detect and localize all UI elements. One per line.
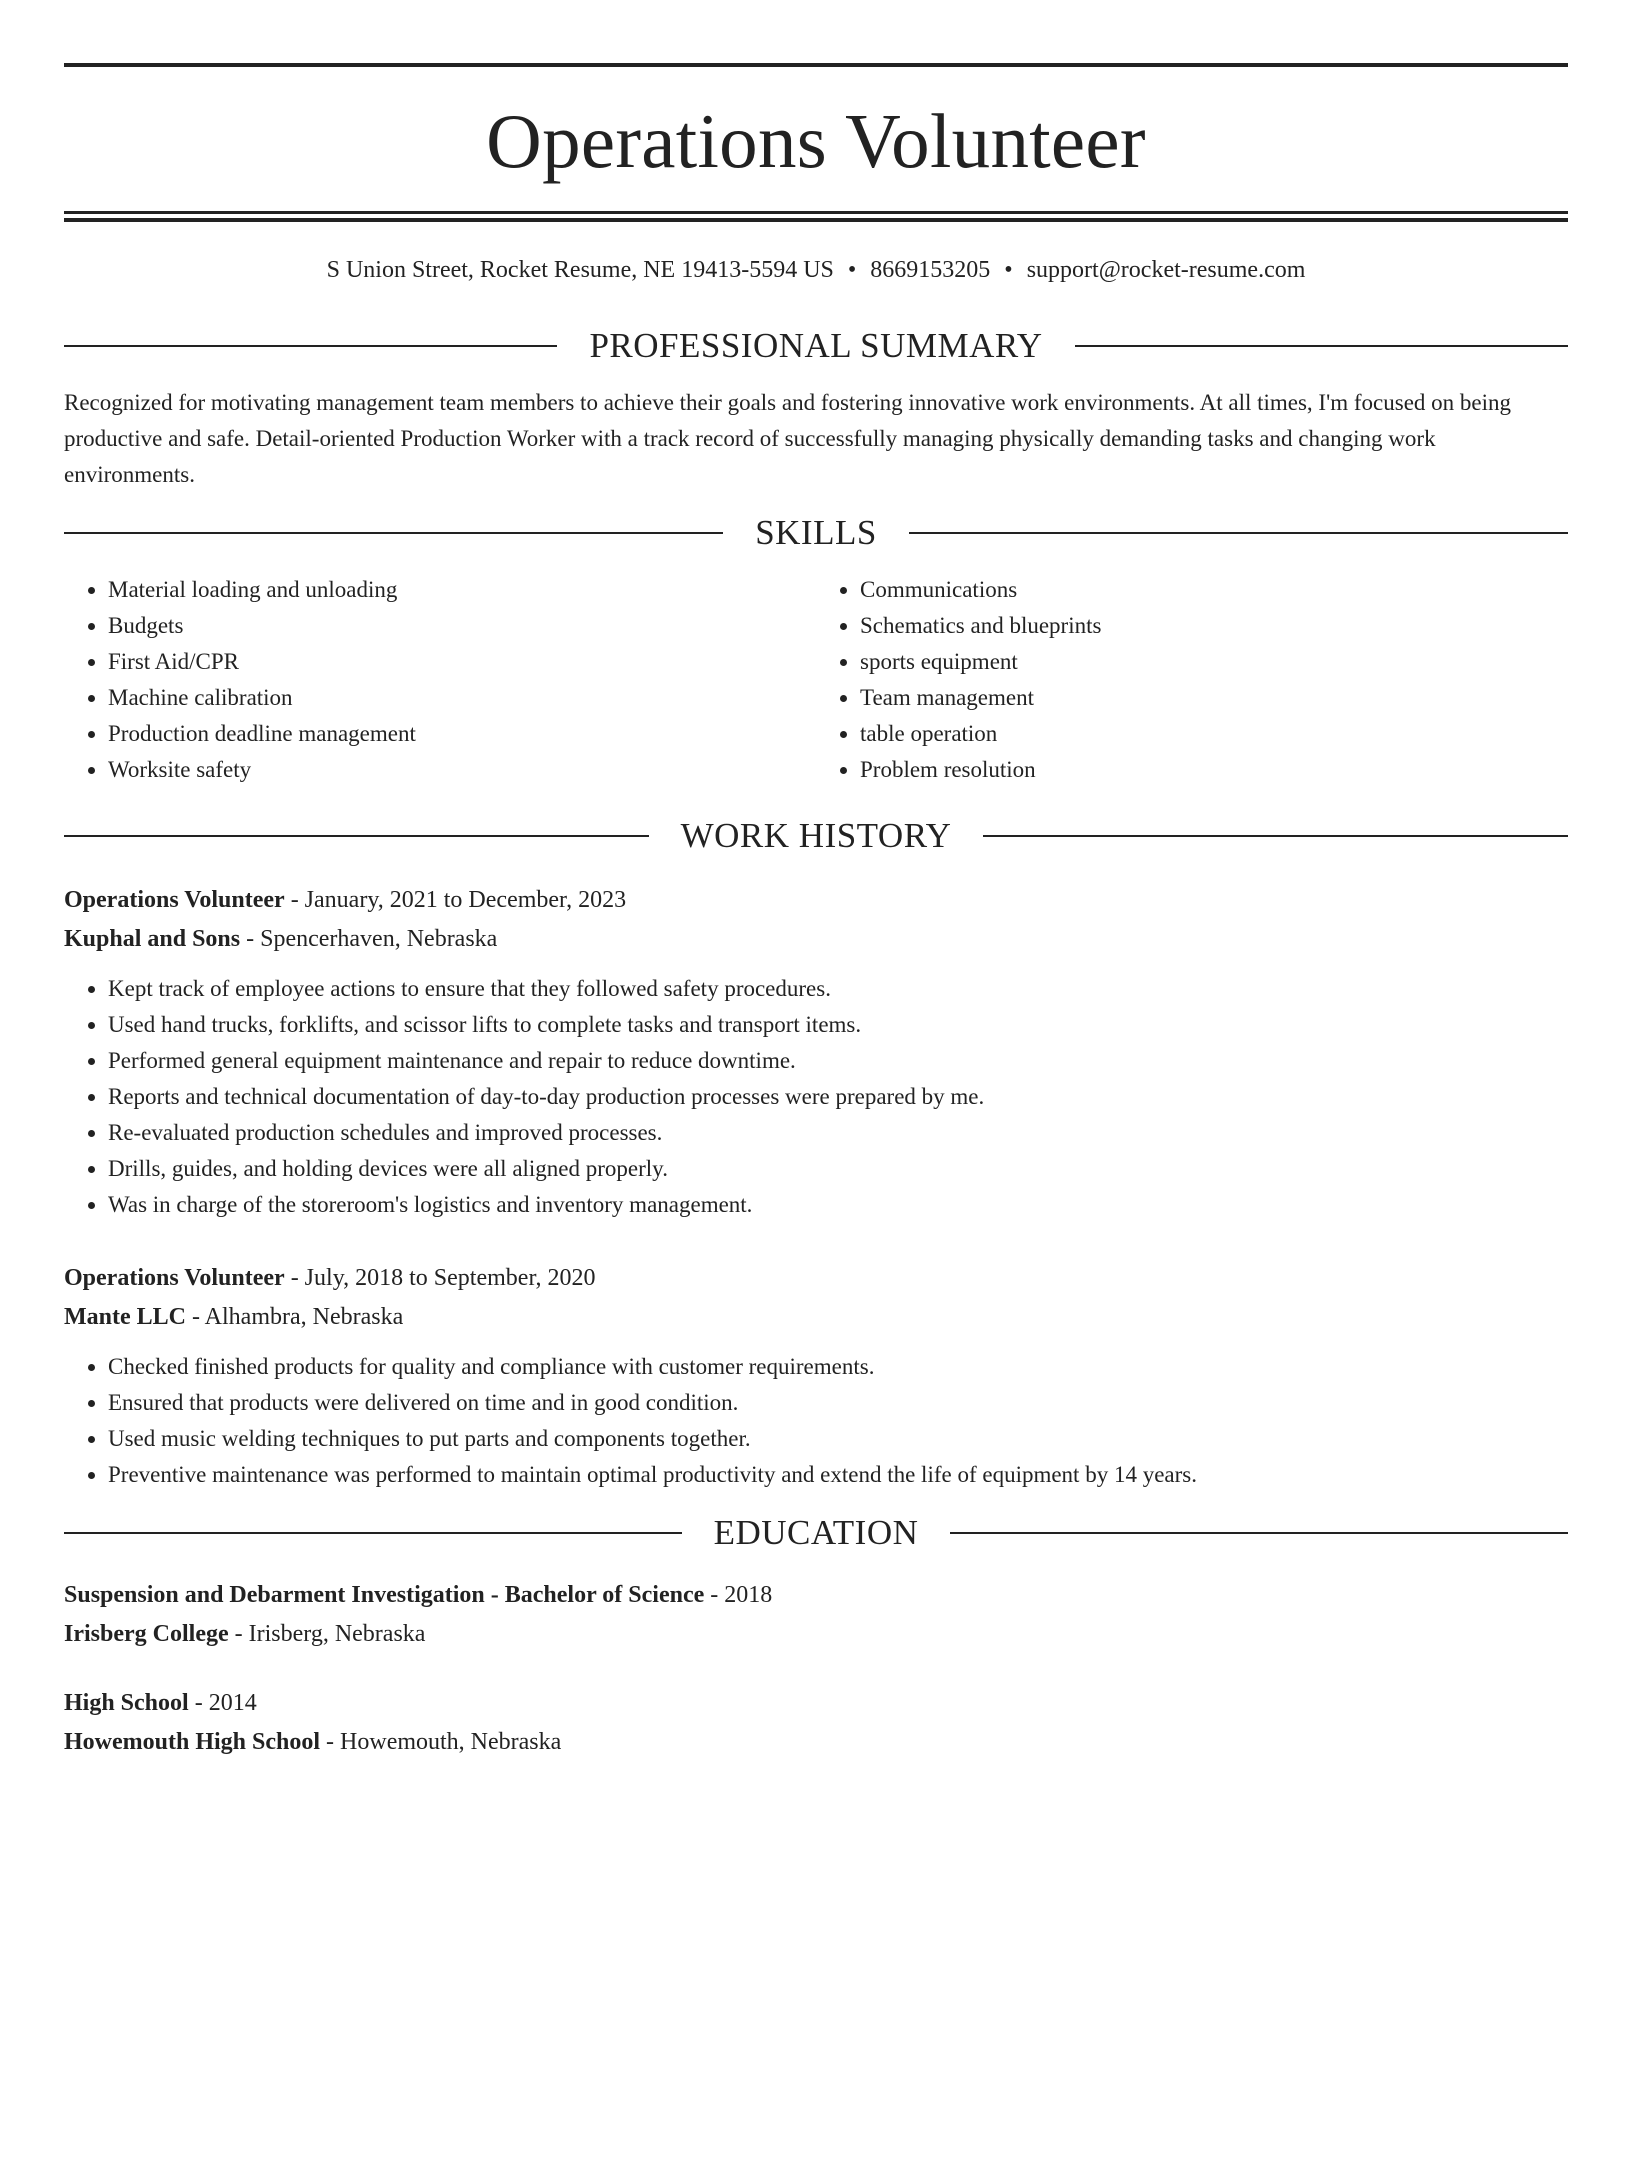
section-rule-left [64, 835, 649, 837]
job-title: Operations Volunteer [64, 1265, 285, 1291]
skills-list [64, 572, 1568, 788]
contact-address: S Union Street, Rocket Resume, NE 19413-5594 US [326, 257, 834, 283]
education-entry [64, 1576, 1568, 1654]
education-year: - 2018 [704, 1582, 773, 1608]
job-duty-item: • Used hand trucks, forklifts, and scissor lifts to complete tasks and transport items. [108, 1007, 1568, 1043]
section-rule-right [1075, 345, 1568, 347]
skill-item: • Budgets [108, 608, 816, 644]
contact-separator: • [1004, 257, 1013, 283]
job-company-line [64, 920, 1568, 959]
job-duty-item: • Was in charge of the storeroom's logistics and inventory management. [108, 1187, 1568, 1223]
job-company-line [64, 1298, 1568, 1337]
job-duty-item: • Used music welding techniques to put parts and components together. [108, 1421, 1568, 1457]
job-duty-item: • Drills, guides, and holding devices were all aligned properly. [108, 1151, 1568, 1187]
section-rule-left [64, 1532, 682, 1534]
education-school-line [64, 1615, 1568, 1654]
skill-item: • Schematics and blueprints [860, 608, 1568, 644]
contact-separator: • [847, 257, 857, 283]
job-duty-item: • Re-evaluated production schedules and improved processes. [108, 1115, 1568, 1151]
education-location: - Howemouth, Nebraska [320, 1729, 562, 1755]
education-degree-line [64, 1576, 1568, 1615]
skill-item: • First Aid/CPR [108, 644, 816, 680]
job-duty-item: • Reports and technical documentation of day-to-day production processes were prepared by me. [108, 1079, 1568, 1115]
skill-item: • Material loading and unloading [108, 572, 816, 608]
skill-item: • Team management [860, 680, 1568, 716]
job-duty-item: • Performed general equipment maintenance and repair to reduce downtime. [108, 1043, 1568, 1079]
job-entry [64, 881, 1568, 1223]
contact-line [64, 258, 1568, 288]
job-dates: - July, 2018 to September, 2020 [284, 1265, 596, 1291]
job-location: - Alhambra, Nebraska [186, 1304, 404, 1330]
education-degree-line [64, 1684, 1568, 1723]
skill-item: • sports equipment [860, 644, 1568, 680]
job-title: Operations Volunteer [64, 887, 285, 913]
job-entry [64, 1259, 1568, 1493]
skill-item: • Worksite safety [108, 752, 816, 788]
job-company: Mante LLC [64, 1304, 186, 1330]
education-school: Howemouth High School [64, 1729, 321, 1755]
education-degree: Suspension and Debarment Investigation - Bachelor of Science [64, 1582, 705, 1608]
skill-item: • Machine calibration [108, 680, 816, 716]
section-rule-left [64, 345, 557, 347]
section-header-education [64, 1515, 1568, 1550]
job-duty-item: • Ensured that products were delivered on time and in good condition. [108, 1385, 1568, 1421]
section-header-summary [64, 328, 1568, 363]
section-header-work-history [64, 818, 1568, 853]
section-title-education: EDUCATION [713, 1513, 919, 1552]
job-duties-list [64, 1349, 1568, 1493]
skill-item: • table operation [860, 716, 1568, 752]
section-rule-right [909, 532, 1568, 534]
section-rule-right [983, 835, 1568, 837]
section-title-work-history: WORK HISTORY [680, 816, 952, 855]
education-entry [64, 1684, 1568, 1762]
contact-email[interactable]: support@rocket-resume.com [1026, 257, 1306, 283]
education-degree: High School [64, 1690, 189, 1716]
header-top-rule [64, 63, 1568, 67]
skill-item: • Production deadline management [108, 716, 816, 752]
skills-column-left [64, 572, 816, 788]
skill-item: • Communications [860, 572, 1568, 608]
job-duty-item: • Preventive maintenance was performed to maintain optimal productivity and extend the life of equipment by 14 years. [108, 1457, 1568, 1493]
education-location: - Irisberg, Nebraska [228, 1621, 426, 1647]
section-title-skills: SKILLS [755, 513, 877, 552]
resume-page [0, 63, 1632, 2175]
job-title-line [64, 881, 1568, 920]
job-duty-item: • Kept track of employee actions to ensure that they followed safety procedures. [108, 971, 1568, 1007]
job-duty-item: • Checked finished products for quality and compliance with customer requirements. [108, 1349, 1568, 1385]
job-duties-list [64, 971, 1568, 1223]
education-school-line [64, 1723, 1568, 1762]
job-dates: - January, 2021 to December, 2023 [284, 887, 627, 913]
job-location: - Spencerhaven, Nebraska [240, 926, 498, 952]
resume-name-title: Operations Volunteer [486, 98, 1146, 184]
section-header-skills [64, 515, 1568, 550]
job-company: Kuphal and Sons [64, 926, 241, 952]
section-title-summary: PROFESSIONAL SUMMARY [589, 326, 1043, 365]
education-year: - 2014 [188, 1690, 257, 1716]
skills-column-right [816, 572, 1568, 788]
education-school: Irisberg College [64, 1621, 229, 1647]
section-rule-left [64, 532, 723, 534]
summary-text: Recognized for motivating management team members to achieve their goals and fostering innovative work environments. At all times, I'm focused on being productive and safe. Detail-oriented Production Worker with a track record of successfully managing physically demanding tasks and changing work environments. [64, 390, 1512, 487]
contact-phone[interactable]: 8669153205 [870, 257, 991, 283]
skill-item: • Problem resolution [860, 752, 1568, 788]
job-title-line [64, 1259, 1568, 1298]
section-rule-right [950, 1532, 1568, 1534]
header-double-rule [64, 211, 1568, 222]
